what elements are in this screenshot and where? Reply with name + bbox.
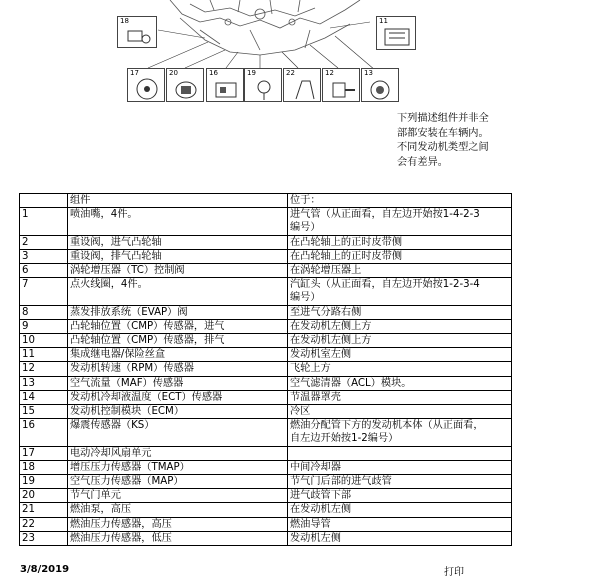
cell-location — [288, 235, 512, 249]
location-line: 在发动机左侧 — [290, 504, 352, 516]
callout-thumb-19 — [244, 68, 282, 102]
table-row — [20, 305, 512, 319]
cell-number: 15 — [20, 405, 68, 419]
table-row — [20, 319, 512, 333]
cell-number: 20 — [20, 489, 68, 503]
maf-sensor-icon — [368, 77, 396, 101]
callout-number: 20 — [169, 69, 178, 77]
knock-sensor-icon — [213, 77, 241, 101]
location-line: 飞轮上方 — [290, 363, 331, 375]
callout-thumb-16 — [206, 68, 244, 102]
callout-thumb-20 — [166, 68, 204, 102]
cell-component: 点火线圈，4件。 — [68, 278, 288, 305]
table-row — [20, 208, 512, 235]
location-line: 进气歧管下部 — [290, 490, 352, 502]
table-row — [20, 503, 512, 517]
table-row — [20, 390, 512, 404]
cell-number: 21 — [20, 503, 68, 517]
table-row — [20, 489, 512, 503]
map-sensor-icon — [251, 77, 279, 101]
cell-component: 集成继电器/保险丝盒 — [68, 348, 288, 362]
table-header-row — [20, 194, 512, 208]
cell-component: 增压压力传感器（TMAP） — [68, 460, 288, 474]
location-line: 冷区 — [290, 406, 311, 418]
cell-number: 9 — [20, 319, 68, 333]
component-location-diagram — [110, 0, 390, 110]
callout-thumb-13 — [361, 68, 399, 102]
callout-number: 22 — [286, 69, 295, 77]
cell-location — [288, 264, 512, 278]
pressure-sensor-icon — [124, 25, 152, 47]
variation-note — [397, 112, 509, 170]
cell-component: 燃油压力传感器，低压 — [68, 531, 288, 545]
location-line: 进气管（从正面看，自左边开始按1-4-2-3 — [290, 209, 480, 221]
rpm-sensor-icon — [329, 77, 357, 101]
cell-component: 发动机冷却液温度（ECT）传感器 — [68, 390, 288, 404]
note-line: 不同发动机类型之间 — [397, 142, 489, 153]
cell-number: 22 — [20, 517, 68, 531]
note-line: 下列描述组件并非全 — [397, 113, 489, 124]
cell-location — [288, 475, 512, 489]
table-row — [20, 517, 512, 531]
cell-number: 8 — [20, 305, 68, 319]
cell-location — [288, 208, 512, 235]
cell-component: 电动冷却风扇单元 — [68, 446, 288, 460]
cell-location — [288, 489, 512, 503]
throttle-unit-icon — [173, 77, 201, 101]
callout-number: 13 — [364, 69, 373, 77]
location-line: 编号） — [290, 222, 321, 234]
note-line: 部都安装在车辆内。 — [397, 127, 489, 139]
cell-component: 空气流量（MAF）传感器 — [68, 376, 288, 390]
cell-location — [288, 517, 512, 531]
cell-component: 发动机控制模块（ECM） — [68, 405, 288, 419]
location-line: 节温器罩壳 — [290, 391, 341, 403]
cell-location — [288, 319, 512, 333]
callout-number: 12 — [325, 69, 334, 77]
callout-thumb-22 — [283, 68, 321, 102]
cell-location — [288, 460, 512, 474]
cell-component: 燃油泵，高压 — [68, 503, 288, 517]
cell-component: 涡轮增压器（TC）控制阀 — [68, 264, 288, 278]
table-row — [20, 348, 512, 362]
cell-location — [288, 531, 512, 545]
cell-location — [288, 390, 512, 404]
cell-number: 16 — [20, 419, 68, 446]
cell-location — [288, 503, 512, 517]
cell-number: 7 — [20, 278, 68, 305]
callout-thumb-12 — [322, 68, 360, 102]
cell-number: 1 — [20, 208, 68, 235]
location-line: 节气门后部的进气歧管 — [290, 476, 392, 488]
cell-location — [288, 348, 512, 362]
cell-component: 燃油压力传感器，高压 — [68, 517, 288, 531]
header-component: 组件 — [68, 194, 288, 208]
table-row — [20, 334, 512, 348]
callout-number: 11 — [379, 17, 388, 25]
table-row — [20, 249, 512, 263]
cell-component: 爆震传感器（KS） — [68, 419, 288, 446]
component-location-table — [19, 193, 512, 546]
cell-component: 发动机转速（RPM）传感器 — [68, 362, 288, 376]
cell-location — [288, 334, 512, 348]
table-row — [20, 264, 512, 278]
cell-location — [288, 405, 512, 419]
cell-number: 6 — [20, 264, 68, 278]
header-location: 位于： — [288, 194, 512, 208]
table-row — [20, 531, 512, 545]
location-line: 在发动机左侧上方 — [290, 335, 372, 347]
location-line — [290, 447, 509, 460]
cell-component: 喷油嘴，4件。 — [68, 208, 288, 235]
cell-component: 重设阀，进气凸轮轴 — [68, 235, 288, 249]
cell-number: 11 — [20, 348, 68, 362]
table-row — [20, 405, 512, 419]
location-line: 发动机左侧 — [290, 532, 341, 544]
cell-location — [288, 362, 512, 376]
cell-number: 2 — [20, 235, 68, 249]
callout-number: 17 — [130, 69, 139, 77]
fuse-box-icon — [383, 25, 411, 47]
location-line: 发动机室左侧 — [290, 349, 352, 361]
cell-component: 凸轮轴位置（CMP）传感器，排气 — [68, 334, 288, 348]
callout-thumb-18 — [117, 16, 157, 48]
location-line: 燃油导管 — [290, 518, 331, 530]
location-line: 中间冷却器 — [290, 461, 341, 473]
cooling-fan-icon — [134, 77, 162, 101]
table-row — [20, 460, 512, 474]
location-line: 在发动机左侧上方 — [290, 320, 372, 332]
table-row — [20, 278, 512, 305]
cell-location — [288, 376, 512, 390]
location-line: 空气滤清器（ACL）模块。 — [290, 377, 412, 389]
cell-number: 10 — [20, 334, 68, 348]
print-link[interactable]: 打印 — [444, 567, 464, 578]
table-row — [20, 362, 512, 376]
location-line: 在凸轮轴上的正时皮带侧 — [290, 250, 403, 262]
header-number — [20, 194, 68, 208]
cell-number: 17 — [20, 446, 68, 460]
cell-location — [288, 419, 512, 446]
table-row — [20, 419, 512, 446]
callout-number: 18 — [120, 17, 129, 25]
location-line: 汽缸头（从正面看，自左边开始按1-2-3-4 — [290, 279, 480, 291]
cell-number: 18 — [20, 460, 68, 474]
callout-thumb-11 — [376, 16, 416, 50]
cell-component: 节气门单元 — [68, 489, 288, 503]
cell-location — [288, 278, 512, 305]
cell-component: 凸轮轴位置（CMP）传感器，进气 — [68, 319, 288, 333]
note-line: 会有差异。 — [397, 156, 448, 168]
cell-number: 13 — [20, 376, 68, 390]
cell-component: 空气压力传感器（MAP） — [68, 475, 288, 489]
footer-date: 3/8/2019 — [20, 564, 70, 575]
location-line: 编号） — [290, 292, 321, 304]
cell-number: 14 — [20, 390, 68, 404]
cell-number: 23 — [20, 531, 68, 545]
table-row — [20, 235, 512, 249]
table-row — [20, 475, 512, 489]
cell-number: 3 — [20, 249, 68, 263]
cell-number: 12 — [20, 362, 68, 376]
table-row — [20, 376, 512, 390]
cell-component: 蒸发排放系统（EVAP）阀 — [68, 305, 288, 319]
callout-number: 19 — [247, 69, 256, 77]
callout-thumb-17 — [127, 68, 165, 102]
location-line: 燃油分配管下方的发动机本体（从正面看， — [290, 420, 484, 432]
location-line: 在凸轮轴上的正时皮带侧 — [290, 236, 403, 248]
fuel-pressure-sensor-icon — [290, 77, 318, 101]
location-line: 至进气分路右侧 — [290, 306, 362, 318]
callout-number: 16 — [209, 69, 218, 77]
cell-location — [288, 446, 512, 460]
cell-component: 重设阀，排气凸轮轴 — [68, 249, 288, 263]
cell-location — [288, 249, 512, 263]
location-line: 自左边开始按1-2编号） — [290, 433, 399, 445]
table-row — [20, 446, 512, 460]
location-line: 在涡轮增压器上 — [290, 265, 362, 277]
cell-location — [288, 305, 512, 319]
cell-number: 19 — [20, 475, 68, 489]
